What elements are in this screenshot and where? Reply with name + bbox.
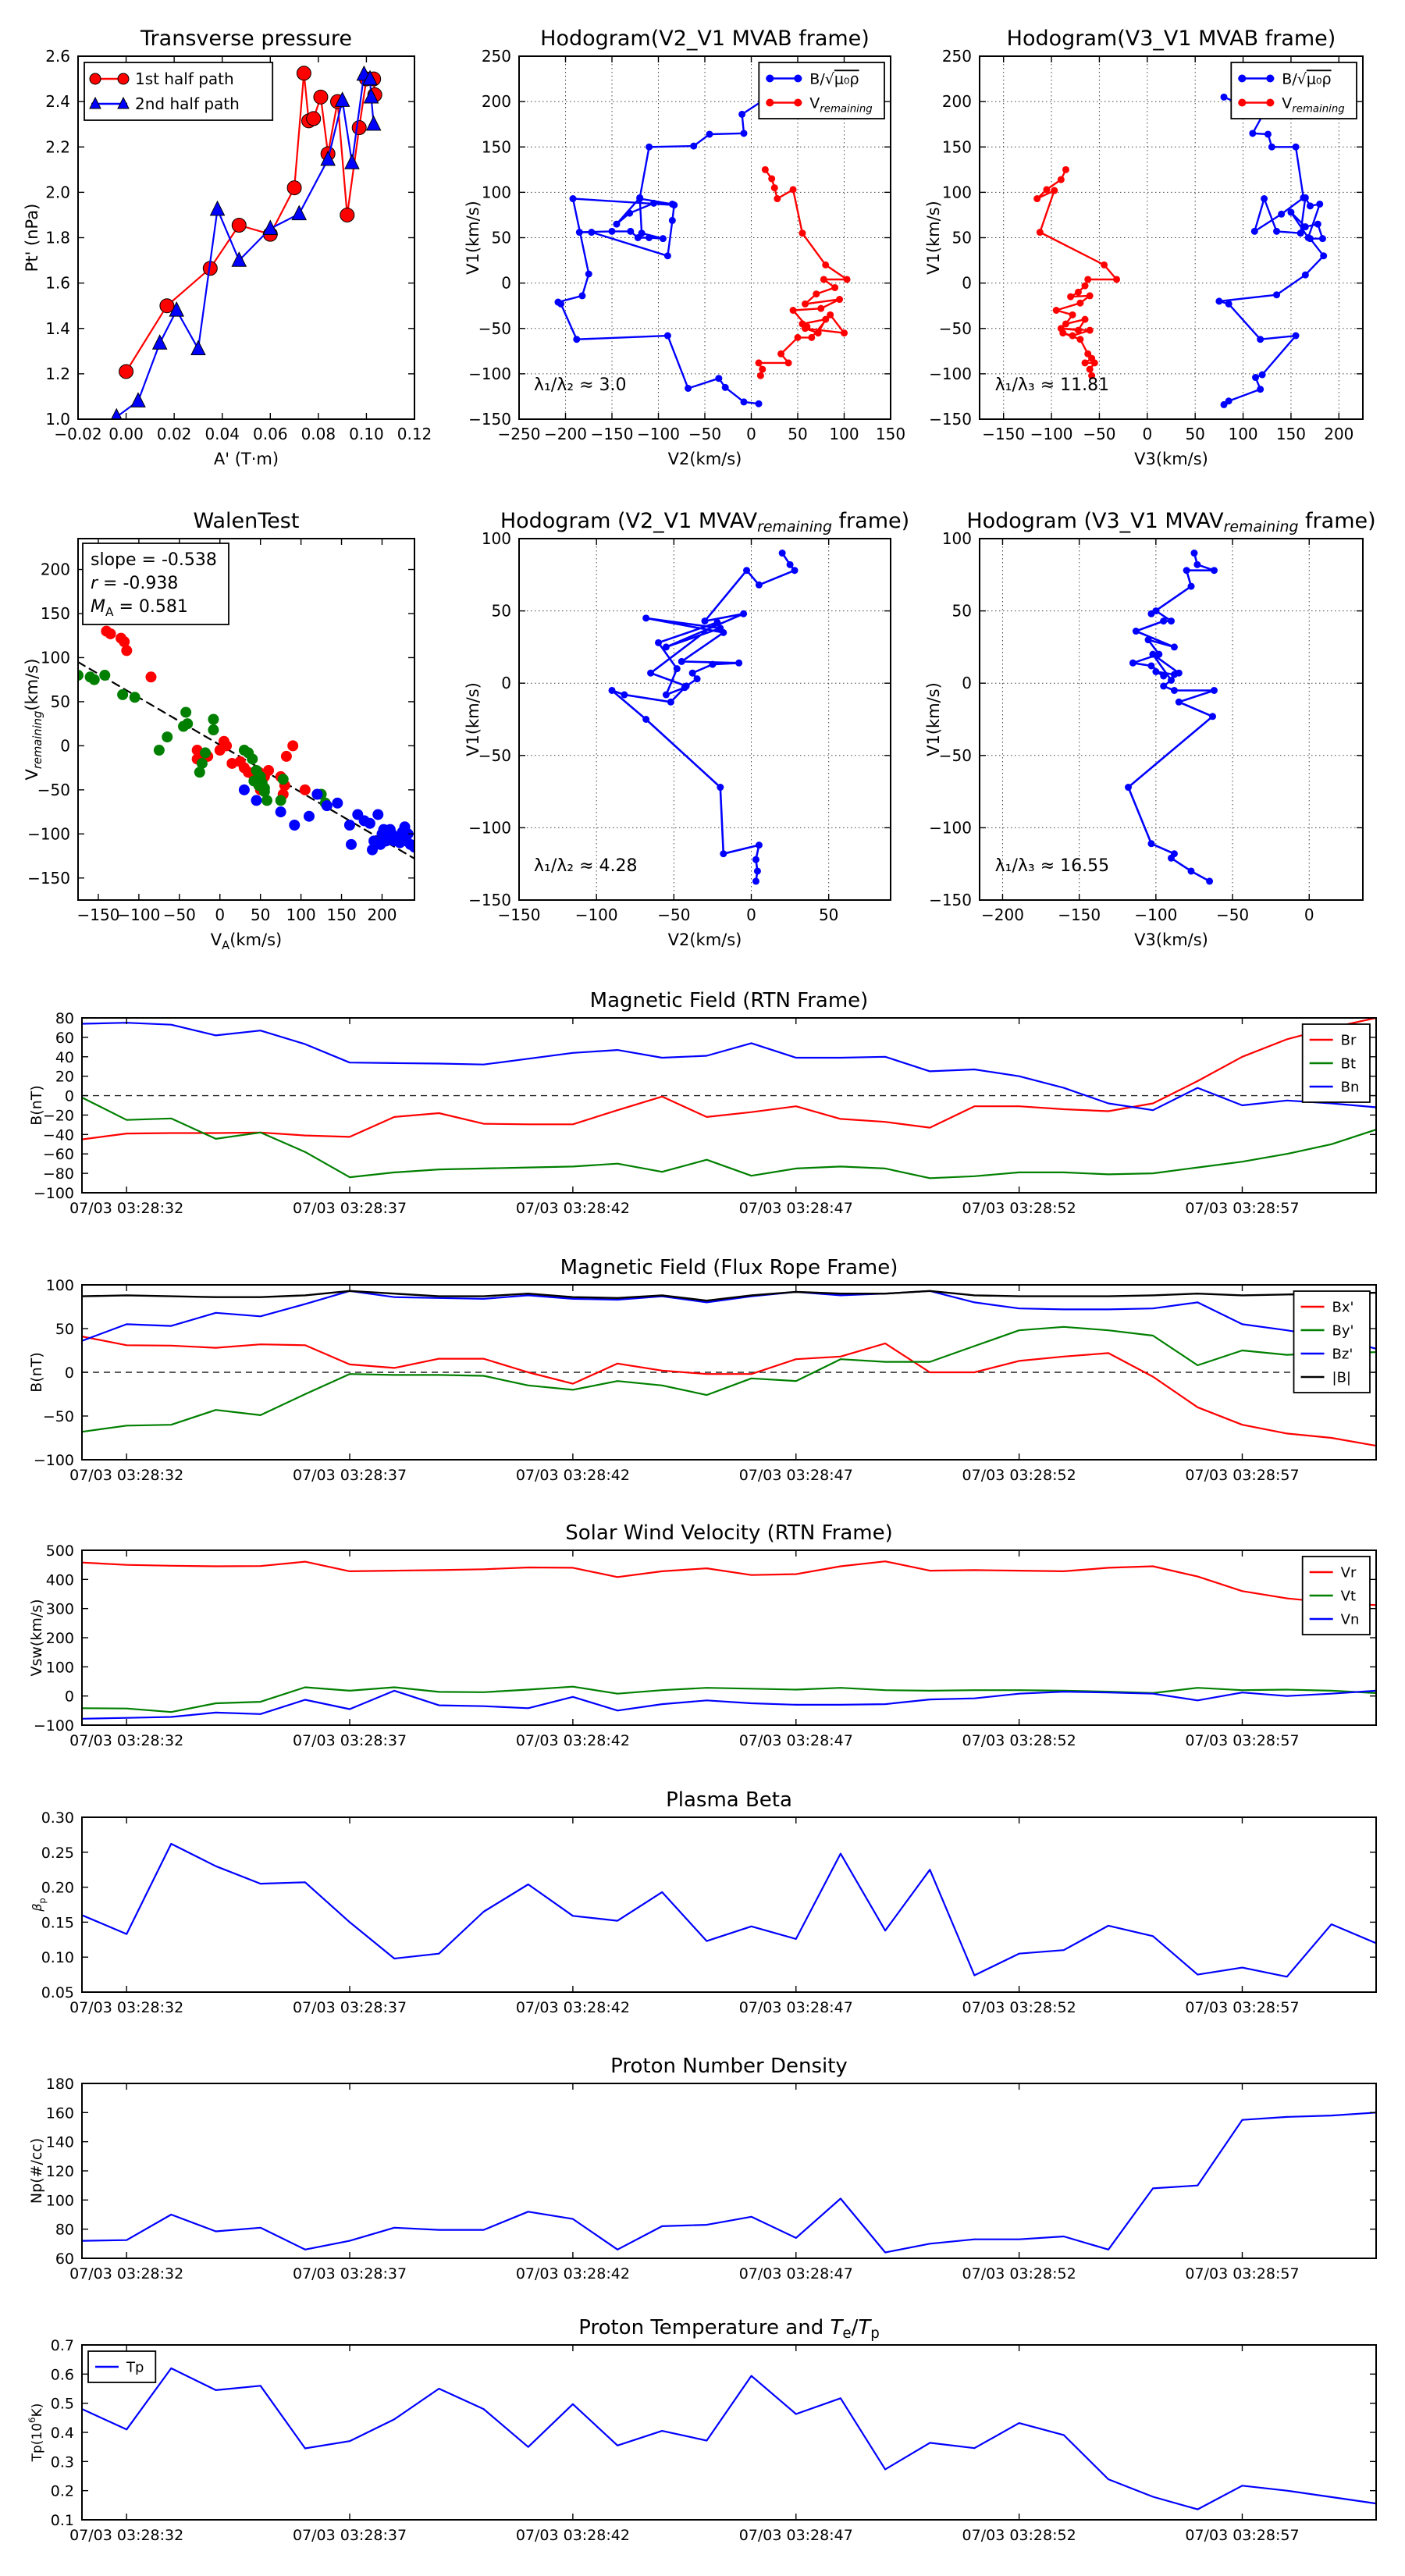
svg-text:λ₁/λ₂ ≈ 3.0: λ₁/λ₂ ≈ 3.0: [534, 375, 627, 395]
svg-text:0.1: 0.1: [50, 2512, 74, 2529]
chart-magnetic-field-rtn: [23, 990, 1385, 1228]
svg-text:0.5: 0.5: [50, 2395, 74, 2413]
svg-text:Vr: Vr: [1340, 1564, 1357, 1582]
svg-text:V2(km/s): V2(km/s): [667, 450, 742, 468]
svg-text:2.4: 2.4: [45, 92, 70, 112]
svg-text:0.30: 0.30: [41, 1809, 74, 1827]
svg-text:07/03 03:28:42: 07/03 03:28:42: [515, 1200, 630, 1217]
svg-text:−80: −80: [42, 1165, 74, 1183]
svg-text:0.20: 0.20: [41, 1879, 74, 1897]
svg-text:−100: −100: [117, 906, 161, 924]
svg-text:−100: −100: [1134, 906, 1178, 924]
svg-text:07/03 03:28:32: 07/03 03:28:32: [69, 1732, 184, 1749]
svg-text:B/√μ₀ρ: B/√μ₀ρ: [809, 70, 859, 88]
svg-text:07/03 03:28:32: 07/03 03:28:32: [69, 1999, 184, 2016]
svg-text:Plasma Beta: Plasma Beta: [666, 1788, 792, 1812]
svg-text:0: 0: [962, 674, 972, 693]
svg-text:0: 0: [1304, 906, 1314, 924]
svg-text:Hodogram (V2_V1 MVAVremaining: Hodogram (V2_V1 MVAVremaining frame): [500, 509, 910, 535]
svg-text:100: 100: [45, 1277, 74, 1294]
svg-text:−150: −150: [468, 410, 511, 429]
chart-walen-test: [23, 496, 425, 952]
svg-text:150: 150: [875, 425, 906, 443]
svg-text:0: 0: [64, 1688, 74, 1706]
svg-text:1.2: 1.2: [45, 364, 70, 383]
svg-text:400: 400: [45, 1571, 74, 1589]
svg-text:−100: −100: [929, 364, 972, 383]
svg-text:−200: −200: [544, 425, 587, 443]
svg-text:150: 150: [941, 137, 972, 157]
svg-text:100: 100: [829, 425, 859, 443]
svg-text:−150: −150: [27, 868, 70, 888]
svg-text:V2(km/s): V2(km/s): [667, 930, 742, 949]
svg-text:2.0: 2.0: [45, 183, 70, 202]
svg-text:0: 0: [64, 1087, 74, 1105]
svg-text:250: 250: [941, 47, 972, 66]
svg-text:Vremaining(km/s): $V_{remaining}(km/s)$: [23, 658, 44, 781]
svg-text:07/03 03:28:57: 07/03 03:28:57: [1185, 2527, 1300, 2544]
svg-text:Bn: Bn: [1340, 1079, 1360, 1096]
svg-text:07/03 03:28:42: 07/03 03:28:42: [515, 1467, 630, 1484]
svg-text:−0.02: −0.02: [54, 425, 102, 443]
chart-solar-wind-velocity: [23, 1522, 1385, 1760]
svg-text:50: 50: [55, 1321, 74, 1338]
svg-text:80: 80: [55, 2221, 74, 2239]
svg-text:−200: −200: [980, 906, 1024, 924]
svg-text:100: 100: [481, 529, 511, 548]
svg-text:−60: −60: [42, 1146, 74, 1164]
svg-text:07/03 03:28:57: 07/03 03:28:57: [1185, 1999, 1300, 2016]
svg-text:07/03 03:28:47: 07/03 03:28:47: [738, 1732, 853, 1749]
svg-text:0: 0: [64, 1364, 74, 1382]
svg-text:Vremaining: $V_{remaining}$: [1282, 94, 1345, 116]
chart-plasma-beta: [23, 1789, 1385, 2027]
svg-text:λ₁/λ₃ ≈ 11.81: λ₁/λ₃ ≈ 11.81: [994, 375, 1110, 395]
svg-text:100: 100: [286, 906, 316, 924]
svg-text:50: 50: [951, 601, 972, 621]
svg-text:By': By': [1332, 1322, 1354, 1340]
svg-text:Tp: Tp: [126, 2359, 144, 2376]
svg-text:07/03 03:28:47: 07/03 03:28:47: [738, 1467, 853, 1484]
svg-text:B(nT): B(nT): [28, 1085, 45, 1126]
svg-text:−50: −50: [37, 780, 70, 799]
svg-text:07/03 03:28:47: 07/03 03:28:47: [738, 1999, 853, 2016]
svg-text:07/03 03:28:57: 07/03 03:28:57: [1185, 2265, 1300, 2282]
chart-hodogram-v3v1-mvab: [924, 16, 1374, 468]
svg-text:Vn: Vn: [1340, 1611, 1360, 1628]
svg-text:60: 60: [55, 1029, 74, 1047]
svg-text:0: 0: [962, 273, 972, 293]
svg-text:07/03 03:28:37: 07/03 03:28:37: [292, 2527, 407, 2544]
svg-text:150: 150: [1275, 425, 1307, 443]
svg-text:−50: −50: [657, 906, 691, 924]
svg-text:−50: −50: [1083, 425, 1116, 443]
svg-text:−100: −100: [929, 818, 972, 838]
svg-text:07/03 03:28:52: 07/03 03:28:52: [962, 2527, 1076, 2544]
svg-text:1.6: 1.6: [45, 273, 70, 293]
svg-text:Hodogram(V2_V1 MVAB frame): Hodogram(V2_V1 MVAB frame): [540, 27, 870, 51]
svg-text:V3(km/s): V3(km/s): [1134, 930, 1208, 949]
svg-text:200: 200: [367, 906, 397, 924]
svg-text:0: 0: [746, 425, 756, 443]
svg-text:−100: −100: [468, 818, 511, 838]
svg-text:07/03 03:28:37: 07/03 03:28:37: [292, 1467, 407, 1484]
svg-text:0.25: 0.25: [41, 1844, 74, 1862]
svg-text:−100: −100: [468, 364, 511, 383]
svg-text:200: 200: [941, 92, 972, 112]
svg-text:2.2: 2.2: [45, 137, 70, 157]
svg-text:07/03 03:28:52: 07/03 03:28:52: [962, 2265, 1076, 2282]
svg-text:200: 200: [45, 1630, 74, 1647]
svg-text:07/03 03:28:32: 07/03 03:28:32: [69, 1467, 184, 1484]
svg-text:0: 0: [501, 674, 511, 693]
chart-proton-temperature: [23, 2317, 1385, 2559]
svg-text:0.3: 0.3: [50, 2453, 74, 2471]
svg-text:V1(km/s): V1(km/s): [924, 201, 943, 275]
svg-text:−150: −150: [468, 891, 511, 909]
svg-text:07/03 03:28:37: 07/03 03:28:37: [292, 2265, 407, 2282]
svg-text:50: 50: [788, 425, 808, 443]
svg-text:07/03 03:28:32: 07/03 03:28:32: [69, 2265, 184, 2282]
svg-text:Pt' (nPa): Pt' (nPa): [23, 203, 41, 272]
svg-text:80: 80: [55, 1010, 74, 1027]
svg-text:−100: −100: [637, 425, 680, 443]
svg-text:0: 0: [746, 906, 756, 924]
svg-text:150: 150: [481, 137, 511, 157]
svg-text:07/03 03:28:37: 07/03 03:28:37: [292, 1200, 407, 1217]
svg-text:100: 100: [941, 529, 972, 548]
svg-text:0.2: 0.2: [50, 2482, 74, 2500]
svg-text:V1(km/s): V1(km/s): [464, 201, 482, 275]
svg-text:0.02: 0.02: [156, 425, 192, 443]
svg-text:0.00: 0.00: [108, 425, 144, 443]
svg-text:V1(km/s): V1(km/s): [924, 682, 943, 756]
svg-text:2.6: 2.6: [45, 47, 70, 66]
svg-text:Magnetic Field (RTN Frame): Magnetic Field (RTN Frame): [589, 989, 869, 1012]
svg-text:150: 150: [326, 906, 357, 924]
svg-text:Hodogram (V3_V1 MVAVremaining: Hodogram (V3_V1 MVAVremaining frame): [966, 509, 1376, 535]
svg-text:λ₁/λ₂ ≈ 4.28: λ₁/λ₂ ≈ 4.28: [534, 856, 638, 876]
svg-text:07/03 03:28:52: 07/03 03:28:52: [962, 1467, 1076, 1484]
svg-text:07/03 03:28:42: 07/03 03:28:42: [515, 1999, 630, 2016]
svg-text:1st half path: 1st half path: [135, 69, 234, 89]
svg-text:Bx': Bx': [1332, 1299, 1354, 1316]
svg-text:2nd half path: 2nd half path: [135, 94, 240, 114]
svg-text:−40: −40: [42, 1126, 74, 1144]
chart-hodogram-v2v1-mvav: [464, 496, 910, 949]
svg-text:100: 100: [481, 183, 511, 202]
svg-text:0.6: 0.6: [50, 2366, 74, 2384]
svg-text:−50: −50: [938, 318, 972, 338]
svg-text:−50: −50: [162, 906, 196, 924]
svg-text:150: 150: [40, 603, 70, 623]
svg-text:−150: −150: [497, 906, 541, 924]
svg-text:−150: −150: [929, 891, 972, 909]
svg-text:0.4: 0.4: [50, 2425, 74, 2442]
svg-text:50: 50: [491, 228, 511, 247]
svg-text:−50: −50: [478, 318, 511, 338]
svg-text:Proton Temperature and Te/Tp: Proton Temperature and Te/Tp: [578, 2316, 880, 2342]
svg-text:r = -0.938: r = -0.938: [91, 574, 179, 593]
svg-text:160: 160: [45, 2105, 74, 2122]
svg-text:−50: −50: [42, 1408, 74, 1425]
svg-text:Vsw(km/s): Vsw(km/s): [28, 1599, 45, 1677]
svg-text:0.12: 0.12: [397, 425, 432, 443]
svg-text:−150: −150: [590, 425, 634, 443]
svg-text:500: 500: [45, 1542, 74, 1560]
chart-hodogram-v3v1-mvav: [925, 496, 1374, 948]
svg-text:−150: −150: [76, 906, 120, 924]
svg-text:50: 50: [50, 692, 70, 711]
chart-transverse-pressure: [23, 16, 432, 468]
svg-text:40: 40: [55, 1048, 74, 1066]
chart-proton-density: [23, 2055, 1385, 2293]
svg-text:βp: $\beta_p$: [30, 1898, 48, 1912]
svg-text:−100: −100: [33, 1185, 74, 1202]
svg-text:50: 50: [250, 906, 271, 924]
svg-text:−100: −100: [33, 1717, 74, 1735]
svg-text:50: 50: [491, 601, 511, 621]
svg-text:−150: −150: [1058, 906, 1101, 924]
svg-text:0.10: 0.10: [41, 1949, 74, 1967]
svg-text:200: 200: [1324, 425, 1354, 443]
svg-text:−50: −50: [478, 745, 511, 765]
svg-text:140: 140: [45, 2133, 74, 2151]
svg-text:0.04: 0.04: [205, 425, 240, 443]
svg-text:V1(km/s): V1(km/s): [464, 682, 482, 756]
svg-text:0: 0: [60, 736, 70, 756]
svg-text:250: 250: [481, 47, 511, 66]
svg-text:Proton Number Density: Proton Number Density: [610, 2055, 848, 2078]
svg-text:slope = -0.538: slope = -0.538: [91, 550, 217, 570]
svg-text:07/03 03:28:52: 07/03 03:28:52: [962, 1732, 1076, 1749]
svg-text:100: 100: [45, 2192, 74, 2210]
svg-text:Hodogram(V3_V1 MVAB frame): Hodogram(V3_V1 MVAB frame): [1006, 27, 1336, 51]
svg-text:07/03 03:28:42: 07/03 03:28:42: [515, 2527, 630, 2544]
svg-text:0.7: 0.7: [50, 2337, 74, 2354]
svg-text:07/03 03:28:47: 07/03 03:28:47: [738, 2527, 853, 2544]
svg-text:Np(#/cc): Np(#/cc): [28, 2137, 45, 2204]
svg-text:−50: −50: [688, 425, 722, 443]
svg-text:0.08: 0.08: [301, 425, 336, 443]
svg-text:−150: −150: [982, 425, 1026, 443]
svg-text:−100: −100: [27, 824, 70, 844]
svg-text:Br: Br: [1340, 1032, 1357, 1049]
svg-text:1.4: 1.4: [45, 318, 70, 338]
svg-text:λ₁/λ₃ ≈ 16.55: λ₁/λ₃ ≈ 16.55: [994, 856, 1110, 876]
svg-text:50: 50: [1185, 425, 1205, 443]
svg-text:−250: −250: [497, 425, 541, 443]
svg-text:50: 50: [818, 906, 839, 924]
svg-text:B(nT): B(nT): [28, 1352, 45, 1393]
svg-text:07/03 03:28:52: 07/03 03:28:52: [962, 1999, 1076, 2016]
svg-text:0.15: 0.15: [41, 1914, 74, 1932]
svg-text:−20: −20: [42, 1107, 74, 1125]
svg-text:0.10: 0.10: [349, 425, 384, 443]
chart-magnetic-field-flux-rope: [23, 1257, 1385, 1495]
svg-text:100: 100: [1228, 425, 1258, 443]
svg-text:200: 200: [40, 560, 70, 579]
svg-text:−100: −100: [33, 1452, 74, 1469]
svg-text:0: 0: [1142, 425, 1153, 443]
svg-text:1.0: 1.0: [45, 410, 70, 429]
svg-text:300: 300: [45, 1600, 74, 1618]
svg-text:200: 200: [481, 92, 511, 112]
svg-text:1.8: 1.8: [45, 228, 70, 247]
svg-text:Bt: Bt: [1340, 1055, 1357, 1073]
svg-text:0.05: 0.05: [41, 1984, 74, 2001]
svg-text:100: 100: [45, 1659, 74, 1677]
svg-text:07/03 03:28:57: 07/03 03:28:57: [1185, 1732, 1300, 1749]
svg-text:07/03 03:28:52: 07/03 03:28:52: [962, 1200, 1076, 1217]
svg-text:A' (T·m): A' (T·m): [213, 450, 279, 468]
svg-text:07/03 03:28:47: 07/03 03:28:47: [738, 2265, 853, 2282]
svg-text:−50: −50: [1215, 906, 1250, 924]
svg-text:−100: −100: [574, 906, 618, 924]
svg-text:07/03 03:28:32: 07/03 03:28:32: [69, 1200, 184, 1217]
svg-text:Vremaining: $V_{remaining}$: [809, 94, 873, 116]
svg-text:|B|: |B|: [1332, 1369, 1352, 1386]
svg-text:Magnetic Field (Flux Rope Fram: Magnetic Field (Flux Rope Frame): [560, 1256, 898, 1279]
svg-text:07/03 03:28:57: 07/03 03:28:57: [1185, 1200, 1300, 1217]
svg-text:120: 120: [45, 2163, 74, 2180]
svg-text:60: 60: [55, 2250, 74, 2268]
svg-text:100: 100: [941, 183, 972, 202]
svg-text:50: 50: [951, 228, 972, 247]
svg-text:Transverse pressure: Transverse pressure: [140, 27, 352, 51]
svg-text:07/03 03:28:37: 07/03 03:28:37: [292, 1732, 407, 1749]
chart-hodogram-v2v1-mvab: [464, 16, 906, 468]
svg-text:20: 20: [55, 1068, 74, 1086]
svg-text:100: 100: [40, 648, 70, 667]
svg-text:0: 0: [215, 906, 226, 924]
svg-text:WalenTest: WalenTest: [193, 509, 300, 533]
svg-text:B/√μ₀ρ: B/√μ₀ρ: [1282, 70, 1332, 88]
svg-text:−100: −100: [1030, 425, 1073, 443]
svg-text:Solar Wind Velocity (RTN Frame: Solar Wind Velocity (RTN Frame): [565, 1521, 893, 1545]
svg-text:Bz': Bz': [1332, 1346, 1353, 1363]
svg-text:180: 180: [45, 2076, 74, 2093]
svg-text:0: 0: [501, 273, 511, 293]
svg-text:07/03 03:28:32: 07/03 03:28:32: [69, 2527, 184, 2544]
svg-text:07/03 03:28:57: 07/03 03:28:57: [1185, 1467, 1300, 1484]
svg-text:07/03 03:28:42: 07/03 03:28:42: [515, 1732, 630, 1749]
svg-text:MA = 0.581: $M_A = 0.581$: [91, 597, 188, 619]
svg-text:07/03 03:28:37: 07/03 03:28:37: [292, 1999, 407, 2016]
svg-text:07/03 03:28:42: 07/03 03:28:42: [515, 2265, 630, 2282]
svg-text:0.06: 0.06: [253, 425, 288, 443]
svg-text:V3(km/s): V3(km/s): [1134, 450, 1208, 468]
svg-text:−150: −150: [929, 410, 972, 429]
svg-text:−50: −50: [938, 745, 972, 765]
svg-text:07/03 03:28:47: 07/03 03:28:47: [738, 1200, 853, 1217]
svg-text:Vt: Vt: [1340, 1588, 1357, 1605]
svg-text:VA(km/s): $V_A(km/s)$: [210, 930, 283, 952]
svg-text:Tp(106K): $Tp(10^6K)$: [27, 2403, 45, 2462]
